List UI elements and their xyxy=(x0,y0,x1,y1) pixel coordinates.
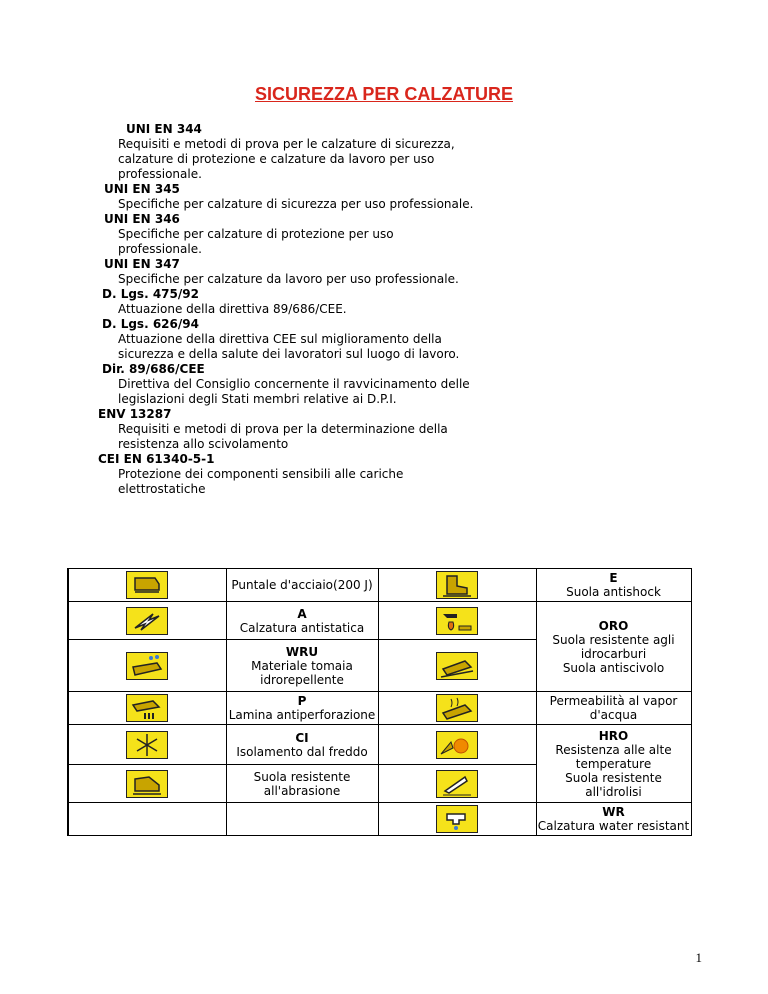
standard-code: D. Lgs. 626/94 xyxy=(102,317,199,331)
table-row xyxy=(68,803,691,836)
fuel-drip-icon xyxy=(436,607,478,635)
legend-extra: Suola resistente all'idrolisi xyxy=(565,770,662,799)
standard-code: CEI EN 61340-5-1 xyxy=(98,452,215,466)
legend-icon-cell xyxy=(68,725,226,765)
legend-label-cell xyxy=(536,569,691,602)
legend-icon-cell xyxy=(68,640,226,692)
standard-item xyxy=(98,212,478,227)
vapor-icon xyxy=(436,694,478,722)
legend-icon-cell xyxy=(378,569,536,602)
standard-code: UNI EN 346 xyxy=(104,212,180,226)
standard-code: D. Lgs. 475/92 xyxy=(102,287,199,301)
legend-label-cell xyxy=(226,602,378,640)
legend-label: Resistenza alle alte temperature xyxy=(555,742,672,771)
legend-code: WR xyxy=(602,805,625,819)
legend-icon-cell xyxy=(378,602,536,640)
table-row xyxy=(68,602,691,640)
hydrolysis-icon xyxy=(436,770,478,798)
page-number: 1 xyxy=(695,950,702,965)
legend-code: ORO xyxy=(598,618,629,633)
standard-code: UNI EN 344 xyxy=(126,122,202,136)
standard-desc: Direttiva del Consiglio concernente il ravvicinamento delle legislazioni degli Stati membri relative ai D.P.I. xyxy=(118,377,470,406)
legend-label: Calzatura water resistant xyxy=(537,819,690,833)
standard-item xyxy=(98,407,478,422)
legend-icon-cell xyxy=(68,803,226,836)
legend-label-cell xyxy=(226,640,378,692)
legend-label: Suola resistente all'abrasione xyxy=(253,769,351,798)
legend-label: Suola resistente agli idrocarburi xyxy=(552,632,675,661)
legend-table xyxy=(67,568,692,836)
legend-label: Calzatura antistatica xyxy=(239,620,365,635)
legend-code: CI xyxy=(295,730,309,745)
legend-label-cell xyxy=(226,765,378,803)
faucet-icon xyxy=(436,805,478,833)
standard-desc: Specifiche per calzature da lavoro per uso professionale. xyxy=(118,272,459,286)
legend-label-cell xyxy=(226,692,378,725)
standard-code: UNI EN 347 xyxy=(104,257,180,271)
legend-label-cell xyxy=(226,803,378,836)
standard-item xyxy=(98,122,478,137)
legend-label: Materiale tomaia idrorepellente xyxy=(251,658,353,687)
steel-toe-icon xyxy=(126,571,168,599)
legend-extra: Suola antiscivolo xyxy=(562,660,665,675)
standard-desc: Specifiche per calzature di protezione per uso professionale. xyxy=(118,227,394,256)
water-repellent-icon xyxy=(126,652,168,680)
legend-icon-cell xyxy=(68,602,226,640)
legend-icon-cell xyxy=(378,692,536,725)
sun-heat-icon xyxy=(436,731,478,759)
table-row xyxy=(68,569,691,602)
heel-shock-icon xyxy=(436,571,478,599)
legend-label-cell xyxy=(536,602,691,692)
table-row xyxy=(68,725,691,765)
snowflake-icon xyxy=(126,731,168,759)
standard-desc: Protezione dei componenti sensibili alle cariche elettrostatiche xyxy=(118,467,404,496)
legend-icon-cell xyxy=(378,803,536,836)
legend-code: A xyxy=(297,606,307,621)
standards-list xyxy=(98,122,478,497)
legend-code: WRU xyxy=(285,644,319,659)
standard-item xyxy=(98,257,478,272)
standard-code: Dir. 89/686/CEE xyxy=(102,362,205,376)
standard-item xyxy=(98,317,478,332)
legend-icon-cell xyxy=(378,765,536,803)
standard-item xyxy=(98,182,478,197)
legend-label: Permeabilità al vapor d'acqua xyxy=(549,694,678,722)
standard-item xyxy=(98,362,478,377)
legend-label-cell xyxy=(536,725,691,803)
standard-desc: Attuazione della direttiva 89/686/CEE. xyxy=(118,302,347,316)
legend-label: Isolamento dal freddo xyxy=(236,744,368,759)
abrasion-icon xyxy=(126,770,168,798)
standard-desc: Requisiti e metodi di prova per la determinazione della resistenza allo scivolamento xyxy=(118,422,448,451)
legend-icon-cell xyxy=(378,640,536,692)
standard-code: UNI EN 345 xyxy=(104,182,180,196)
standard-desc: Requisiti e metodi di prova per le calzature di sicurezza, calzature di protezione e calzature da lavoro per uso professionale. xyxy=(118,137,455,181)
legend-code: HRO xyxy=(598,728,629,743)
standard-item xyxy=(98,287,478,302)
legend-label: Lamina antiperforazione xyxy=(228,708,376,722)
table-row xyxy=(68,692,691,725)
legend-label: Suola antishock xyxy=(566,585,661,599)
legend-label-cell xyxy=(226,569,378,602)
legend-icon-cell xyxy=(68,569,226,602)
legend-label: Puntale d'acciaio(200 J) xyxy=(231,578,373,592)
legend-code: E xyxy=(609,571,618,585)
standard-desc: Specifiche per calzature di sicurezza per uso professionale. xyxy=(118,197,474,211)
legend-code: P xyxy=(297,694,307,708)
legend-icon-cell xyxy=(68,692,226,725)
standard-item xyxy=(98,452,478,467)
standard-code: ENV 13287 xyxy=(98,407,172,421)
anti-slip-icon xyxy=(436,652,478,680)
antistatic-icon xyxy=(126,607,168,635)
legend-icon-cell xyxy=(378,725,536,765)
page-title: SICUREZZA PER CALZATURE xyxy=(255,84,513,104)
perforation-icon xyxy=(126,694,168,722)
legend-label-cell xyxy=(226,725,378,765)
legend-label-cell xyxy=(536,692,691,725)
legend-label-cell xyxy=(536,803,691,836)
standard-desc: Attuazione della direttiva CEE sul miglioramento della sicurezza e della salute dei lavoratori sul luogo di lavoro. xyxy=(118,332,460,361)
legend-icon-cell xyxy=(68,765,226,803)
